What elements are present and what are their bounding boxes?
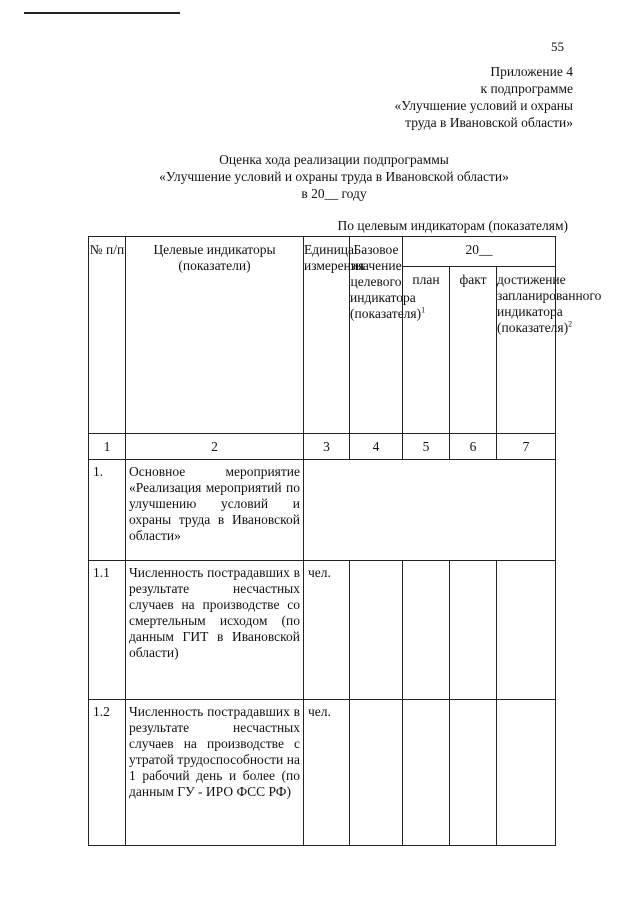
table-row xyxy=(89,700,556,846)
table-row xyxy=(89,460,556,561)
appendix-line-1: Приложение 4 xyxy=(490,64,573,79)
row-unit: чел. xyxy=(304,561,350,700)
row-merged-empty-cell xyxy=(304,460,556,561)
header-achievement-text: достижение запланированного индикатора (показателя) xyxy=(497,272,602,335)
appendix-line-4: труда в Ивановской области» xyxy=(405,115,573,130)
column-number: 4 xyxy=(350,434,403,460)
row-plan-value xyxy=(403,561,450,700)
page-number: 55 xyxy=(551,39,564,54)
header-fact: факт xyxy=(450,267,497,434)
title-line-3: в 20__ году xyxy=(301,186,367,201)
header-year: 20__ xyxy=(403,237,556,267)
header-plan: план xyxy=(403,267,450,434)
row-plan-value xyxy=(403,700,450,846)
column-number: 6 xyxy=(450,434,497,460)
row-fact-value xyxy=(450,700,497,846)
row-fact-value xyxy=(450,561,497,700)
appendix-line-2: к подпрограмме xyxy=(480,81,573,96)
row-indicator-name: Численность пострадавших в результате несчастных случаев на производстве с утратой трудоспособности на 1 рабочий день и более (по данным ГУ - ИРО ФСС РФ) xyxy=(126,700,304,846)
row-achievement-value xyxy=(497,561,556,700)
footnote-2: 2 xyxy=(568,319,573,329)
row-unit: чел. xyxy=(304,700,350,846)
row-base-value xyxy=(350,700,403,846)
footnote-1: 1 xyxy=(421,305,426,315)
table-row xyxy=(89,561,556,700)
title-line-2: «Улучшение условий и охраны труда в Ивановской области» xyxy=(159,169,509,184)
title-line-1: Оценка хода реализации подпрограммы xyxy=(219,152,449,167)
row-number: 1.2 xyxy=(89,700,126,846)
indicators-table xyxy=(88,236,602,846)
row-achievement-value xyxy=(497,700,556,846)
column-number: 1 xyxy=(89,434,126,460)
top-rule xyxy=(24,12,180,14)
header-indicators: Целевые индикаторы (показатели) xyxy=(126,237,304,434)
column-number: 2 xyxy=(126,434,304,460)
appendix-header xyxy=(395,63,574,131)
column-number: 7 xyxy=(497,434,556,460)
row-number: 1. xyxy=(89,460,126,561)
header-unit: Единица измерения xyxy=(304,237,350,434)
column-number: 5 xyxy=(403,434,450,460)
row-indicator-name: Численность пострадавших в результате несчастных случаев на производстве со смертельным исходом (по данным ГИТ в Ивановской области) xyxy=(126,561,304,700)
header-base-text: Базовое значение целевого индикатора (показателя) xyxy=(350,242,422,321)
header-num: № п/п xyxy=(89,237,126,434)
row-indicator-name: Основное мероприятие «Реализация мероприятий по улучшению условий и охраны труда в Ивановской области» xyxy=(126,460,304,561)
header-achievement xyxy=(497,267,602,434)
column-number: 3 xyxy=(304,434,350,460)
row-number: 1.1 xyxy=(89,561,126,700)
document-title xyxy=(86,151,582,202)
appendix-line-3: «Улучшение условий и охраны xyxy=(394,98,573,113)
table-caption: По целевым индикаторам (показателям) xyxy=(337,218,568,233)
row-base-value xyxy=(350,561,403,700)
